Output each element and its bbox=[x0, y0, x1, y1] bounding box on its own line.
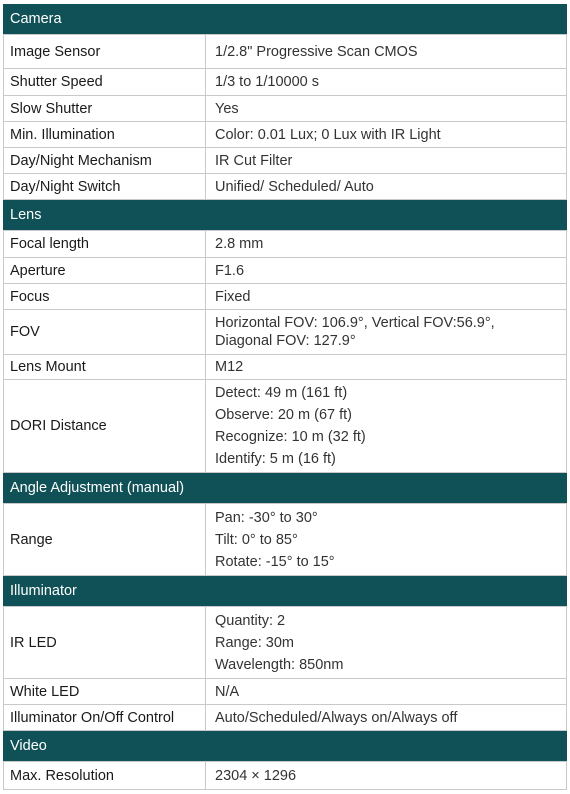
spec-label: Lens Mount bbox=[4, 355, 206, 379]
spec-label: FOV bbox=[4, 310, 206, 354]
spec-value-line: Range: 30m bbox=[215, 634, 294, 651]
spec-value-line: Rotate: -15° to 15° bbox=[215, 553, 335, 570]
spec-value-line: N/A bbox=[215, 683, 240, 700]
spec-label: Shutter Speed bbox=[4, 69, 206, 95]
spec-value-line: Pan: -30° to 30° bbox=[215, 509, 318, 526]
spec-value bbox=[206, 705, 566, 730]
spec-value-line: M12 bbox=[215, 359, 244, 375]
spec-value-line: Wavelength: 850nm bbox=[215, 656, 344, 673]
spec-value bbox=[206, 174, 566, 199]
spec-row bbox=[3, 380, 567, 473]
spec-value-line: 1/3 to 1/10000 s bbox=[215, 74, 319, 90]
spec-value bbox=[206, 310, 566, 354]
section-header-illuminator: Illuminator bbox=[3, 576, 567, 607]
spec-value-line: Detect: 49 m (161 ft) bbox=[215, 385, 348, 401]
spec-row bbox=[3, 35, 567, 69]
spec-value bbox=[206, 35, 566, 68]
spec-value-line: 1/2.8" Progressive Scan CMOS bbox=[215, 43, 418, 60]
spec-value bbox=[206, 69, 566, 95]
spec-row bbox=[3, 231, 567, 258]
spec-label: DORI Distance bbox=[4, 380, 206, 472]
spec-value-line: Diagonal FOV: 127.9° bbox=[215, 333, 356, 349]
spec-label: Range bbox=[4, 504, 206, 575]
spec-value-line: F1.6 bbox=[215, 262, 245, 279]
spec-label: Aperture bbox=[4, 258, 206, 283]
spec-label: Focus bbox=[4, 284, 206, 309]
spec-row bbox=[3, 355, 567, 380]
spec-label: Image Sensor bbox=[4, 35, 206, 68]
spec-value bbox=[206, 504, 566, 575]
spec-value-line: Color: 0.01 Lux; 0 Lux with IR Light bbox=[215, 126, 441, 143]
spec-row bbox=[3, 607, 567, 679]
spec-label: Max. Resolution bbox=[4, 762, 206, 789]
spec-value bbox=[206, 607, 566, 678]
spec-label: Day/Night Mechanism bbox=[4, 148, 206, 173]
spec-row bbox=[3, 122, 567, 148]
spec-label: Illuminator On/Off Control bbox=[4, 705, 206, 730]
spec-row bbox=[3, 96, 567, 122]
spec-label: Min. Illumination bbox=[4, 122, 206, 147]
spec-value bbox=[206, 762, 566, 789]
spec-row bbox=[3, 284, 567, 310]
spec-value bbox=[206, 258, 566, 283]
spec-value bbox=[206, 122, 566, 147]
section-header-camera: Camera bbox=[3, 4, 567, 35]
spec-value-line: Recognize: 10 m (32 ft) bbox=[215, 429, 366, 445]
section-header-angle-adjustment-manual: Angle Adjustment (manual) bbox=[3, 473, 567, 504]
spec-row bbox=[3, 504, 567, 576]
spec-value-line: Quantity: 2 bbox=[215, 612, 286, 629]
spec-value bbox=[206, 284, 566, 309]
spec-label: Day/Night Switch bbox=[4, 174, 206, 199]
spec-row bbox=[3, 679, 567, 705]
spec-label: Slow Shutter bbox=[4, 96, 206, 121]
spec-value-line: 2304 × 1296 bbox=[215, 767, 297, 784]
spec-value-line: 2.8 mm bbox=[215, 236, 264, 252]
spec-value-line: Identify: 5 m (16 ft) bbox=[215, 451, 336, 467]
spec-value-line: Yes bbox=[215, 100, 239, 117]
spec-row bbox=[3, 174, 567, 200]
section-header-lens: Lens bbox=[3, 200, 567, 231]
spec-value-line: Auto/Scheduled/Always on/Always off bbox=[215, 709, 458, 726]
spec-value bbox=[206, 231, 566, 257]
spec-value bbox=[206, 96, 566, 121]
section-header-video: Video bbox=[3, 731, 567, 762]
spec-value-line: IR Cut Filter bbox=[215, 152, 293, 169]
spec-value-line: Tilt: 0° to 85° bbox=[215, 531, 298, 548]
spec-row bbox=[3, 69, 567, 96]
spec-value-line: Observe: 20 m (67 ft) bbox=[215, 407, 352, 423]
spec-row bbox=[3, 258, 567, 284]
spec-value bbox=[206, 148, 566, 173]
spec-label: Focal length bbox=[4, 231, 206, 257]
spec-value bbox=[206, 380, 566, 472]
spec-row bbox=[3, 705, 567, 731]
spec-value-line: Fixed bbox=[215, 288, 251, 305]
spec-value bbox=[206, 355, 566, 379]
spec-sheet bbox=[3, 4, 567, 790]
spec-value bbox=[206, 679, 566, 704]
spec-value-line: Horizontal FOV: 106.9°, Vertical FOV:56.9°, bbox=[215, 315, 495, 331]
spec-label: IR LED bbox=[4, 607, 206, 678]
spec-row bbox=[3, 148, 567, 174]
spec-row bbox=[3, 762, 567, 790]
spec-row bbox=[3, 310, 567, 355]
spec-label: White LED bbox=[4, 679, 206, 704]
spec-value-line: Unified/ Scheduled/ Auto bbox=[215, 178, 374, 195]
